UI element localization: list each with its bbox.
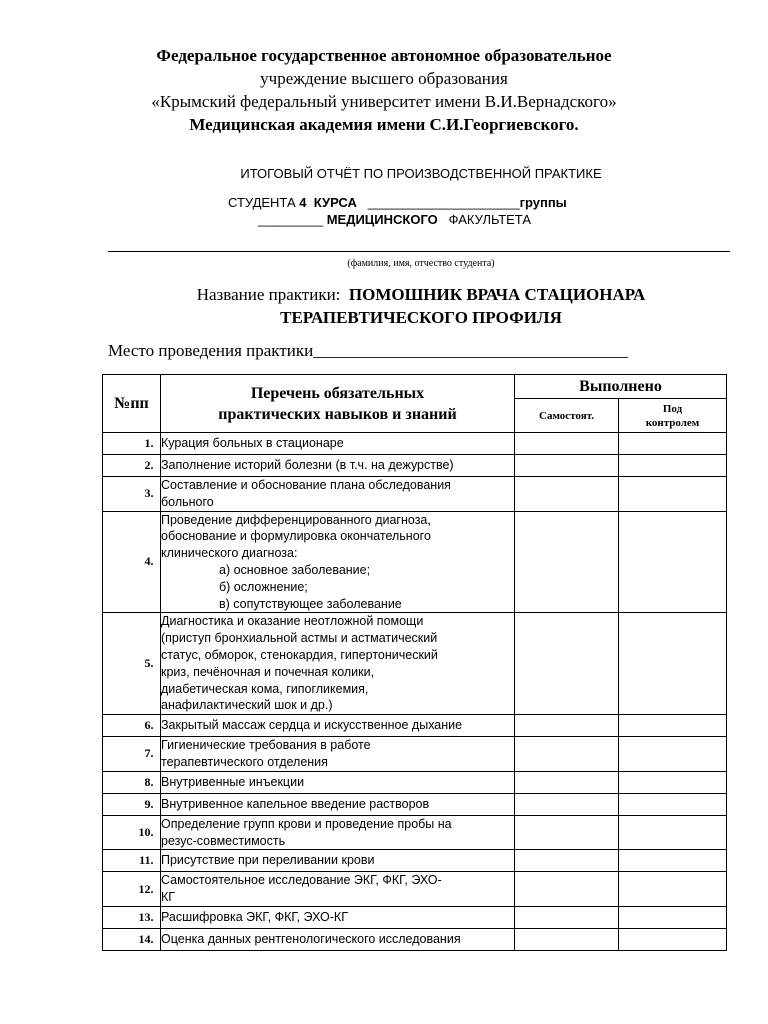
row-number — [103, 850, 161, 872]
row-self-cell[interactable] — [515, 613, 619, 715]
practice-name — [0, 283, 768, 329]
column-header-number: №пп — [103, 375, 161, 433]
institution-header — [0, 44, 768, 136]
row-skill — [161, 455, 515, 477]
row-skill-line: Оценка данных рентгенологического исследования — [161, 932, 461, 947]
row-skill-line: статус, обморок, стенокардия, гипертонический — [161, 647, 438, 662]
column-header-supervised — [619, 399, 727, 433]
row-number-text: 7. — [144, 746, 154, 761]
row-number-text: 4. — [144, 554, 154, 569]
row-skill-line: Присутствие при переливании крови — [161, 853, 375, 868]
row-supervised-cell[interactable] — [619, 477, 727, 512]
table-row — [103, 613, 727, 715]
table-row — [103, 737, 727, 772]
row-number — [103, 477, 161, 512]
table-row — [103, 906, 727, 928]
row-skill — [161, 477, 515, 512]
row-number-text: 6. — [144, 718, 154, 733]
header-line-3: «Крымский федеральный университет имени В.И.Вернадского» — [151, 92, 617, 111]
row-number-text: 10. — [138, 825, 154, 840]
row-skill-line: больного — [161, 494, 214, 509]
row-number — [103, 613, 161, 715]
student-course-line — [228, 195, 567, 210]
column-header-supervised-line-2: контролем — [645, 416, 700, 429]
row-skill — [161, 872, 515, 907]
row-skill-subitem: б) осложнение; — [219, 579, 308, 594]
faculty-line — [258, 212, 531, 227]
row-self-cell[interactable] — [515, 928, 619, 950]
table-row — [103, 872, 727, 907]
row-skill — [161, 793, 515, 815]
column-header-skills-line-2: практических навыков и знаний — [218, 405, 457, 423]
table-row — [103, 850, 727, 872]
row-number — [103, 872, 161, 907]
row-skill-line: Закрытый массаж сердца и искусственное дыхание — [161, 718, 463, 733]
skills-table-body — [103, 433, 727, 951]
row-self-cell[interactable] — [515, 737, 619, 772]
student-name-caption: (фамилия, имя, отчество студента) — [347, 258, 495, 269]
row-number-text: 9. — [144, 796, 154, 811]
row-number — [103, 433, 161, 455]
row-self-cell[interactable] — [515, 906, 619, 928]
row-number — [103, 455, 161, 477]
row-self-cell[interactable] — [515, 511, 619, 613]
row-skill-line: Заполнение историй болезни (в т.ч. на дежурстве) — [161, 458, 454, 473]
row-number — [103, 511, 161, 613]
row-skill-line: анафилактический шок и др.) — [161, 698, 333, 713]
practice-name-line-1: ПОМОШНИК ВРАЧА СТАЦИОНАРА — [348, 285, 646, 304]
row-skill-subitem: в) сопутствующее заболевание — [219, 596, 402, 611]
row-skill-line: Внутривенные инъекции — [161, 774, 305, 789]
row-skill — [161, 850, 515, 872]
practice-name-label: Название практики: — [196, 285, 341, 304]
table-row — [103, 511, 727, 613]
table-row — [103, 928, 727, 950]
row-number — [103, 815, 161, 850]
column-header-self: Самостоят. — [515, 399, 619, 433]
report-title: ИТОГОВЫЙ ОТЧЁТ ПО ПРОИЗВОДСТВЕННОЙ ПРАКТИКЕ — [240, 166, 602, 181]
row-self-cell[interactable] — [515, 433, 619, 455]
row-skill-line: Курация больных в стационаре — [161, 436, 344, 451]
row-skill — [161, 715, 515, 737]
row-skill-subitem: а) основное заболевание; — [219, 562, 371, 577]
row-number-text: 11. — [139, 853, 154, 868]
row-number — [103, 793, 161, 815]
row-self-cell[interactable] — [515, 815, 619, 850]
row-skill-line: резус-совместимость — [161, 833, 286, 848]
row-self-cell[interactable] — [515, 872, 619, 907]
row-skill-line: криз, печёночная и почечная колики, — [161, 664, 375, 679]
row-number-text: 12. — [138, 881, 154, 896]
row-skill — [161, 433, 515, 455]
course-number: 4 — [299, 195, 307, 210]
student-name-line — [108, 251, 730, 252]
row-skill-line: Составление и обоснование плана обследования — [161, 478, 451, 492]
row-skill-line: КГ — [161, 890, 176, 905]
row-number-text: 5. — [144, 656, 154, 671]
row-skill — [161, 815, 515, 850]
row-supervised-cell[interactable] — [619, 793, 727, 815]
faculty-blank: _________ — [258, 212, 324, 227]
row-number-text: 13. — [138, 909, 154, 924]
row-supervised-cell[interactable] — [619, 928, 727, 950]
row-number — [103, 928, 161, 950]
row-number-text: 1. — [144, 436, 154, 450]
row-skill-line: Расшифровка ЭКГ, ФКГ, ЭХО-КГ — [161, 910, 348, 925]
group-label: группы — [519, 195, 567, 210]
row-supervised-cell[interactable] — [619, 906, 727, 928]
practice-place-label: Место проведения практики — [108, 341, 314, 360]
skills-table — [102, 374, 727, 951]
practice-place — [108, 341, 628, 361]
row-skill — [161, 613, 515, 715]
row-supervised-cell[interactable] — [619, 737, 727, 772]
header-line-4: Медицинская академия имени С.И.Георгиевского. — [189, 115, 579, 134]
row-supervised-cell[interactable] — [619, 715, 727, 737]
row-number-text: 3. — [144, 486, 154, 501]
row-number-text: 2. — [144, 458, 154, 472]
row-skill-line: Определение групп крови и проведение пробы на — [161, 816, 452, 831]
row-skill-line: Диагностика и оказание неотложной помощи — [161, 614, 424, 629]
header-line-1: Федеральное государственное автономное образовательное — [156, 46, 612, 65]
row-skill-line: (приступ бронхиальной астмы и астматический — [161, 631, 438, 646]
table-row — [103, 433, 727, 455]
row-skill-line: Внутривенное капельное введение растворов — [161, 796, 430, 811]
row-skill-line: терапевтического отделения — [161, 754, 328, 769]
row-number — [103, 771, 161, 793]
table-row — [103, 793, 727, 815]
column-header-skills — [161, 375, 515, 433]
row-self-cell[interactable] — [515, 455, 619, 477]
row-number-text: 8. — [144, 774, 154, 789]
row-self-cell[interactable] — [515, 793, 619, 815]
row-number — [103, 715, 161, 737]
row-self-cell[interactable] — [515, 477, 619, 512]
row-skill-line: Гигиенические требования в работе — [161, 738, 371, 753]
row-supervised-cell[interactable] — [619, 455, 727, 477]
row-skill — [161, 737, 515, 772]
course-label: КУРСА — [313, 195, 357, 210]
table-row — [103, 815, 727, 850]
student-prefix: СТУДЕНТА — [228, 195, 296, 210]
row-supervised-cell[interactable] — [619, 815, 727, 850]
row-supervised-cell[interactable] — [619, 872, 727, 907]
table-row — [103, 771, 727, 793]
row-skill-line: Проведение дифференцированного диагноза, — [161, 512, 431, 527]
row-self-cell[interactable] — [515, 715, 619, 737]
row-skill-line: диабетическая кома, гипогликемия, — [161, 681, 369, 696]
row-skill — [161, 906, 515, 928]
row-number — [103, 737, 161, 772]
table-row — [103, 455, 727, 477]
practice-place-blank: _____________________________________ — [313, 341, 628, 360]
row-supervised-cell[interactable] — [619, 771, 727, 793]
column-header-done: Выполнено — [515, 375, 727, 399]
row-supervised-cell[interactable] — [619, 511, 727, 613]
row-skill-line: Самостоятельное исследование ЭКГ, ФКГ, ЭХО- — [161, 873, 442, 888]
row-supervised-cell[interactable] — [619, 850, 727, 872]
faculty-label: ФАКУЛЬТЕТА — [448, 212, 531, 227]
row-number — [103, 906, 161, 928]
header-line-2: учреждение высшего образования — [260, 69, 508, 88]
row-supervised-cell[interactable] — [619, 613, 727, 715]
row-skill-line: обоснование и формулировка окончательного — [161, 529, 431, 544]
practice-name-line-2: ТЕРАПЕВТИЧЕСКОГО ПРОФИЛЯ — [280, 308, 562, 327]
row-skill — [161, 771, 515, 793]
row-supervised-cell[interactable] — [619, 433, 727, 455]
row-skill — [161, 928, 515, 950]
faculty-name: МЕДИЦИНСКОГО — [326, 212, 438, 227]
table-row — [103, 477, 727, 512]
row-skill-line: клинического диагноза: — [161, 546, 298, 561]
column-header-skills-line-1: Перечень обязательных — [250, 384, 425, 402]
row-number-text: 14. — [138, 931, 154, 946]
row-skill — [161, 511, 515, 613]
row-self-cell[interactable] — [515, 771, 619, 793]
table-row — [103, 715, 727, 737]
row-self-cell[interactable] — [515, 850, 619, 872]
column-header-supervised-line-1: Под — [662, 402, 683, 415]
group-blank: _____________________ — [367, 195, 520, 210]
